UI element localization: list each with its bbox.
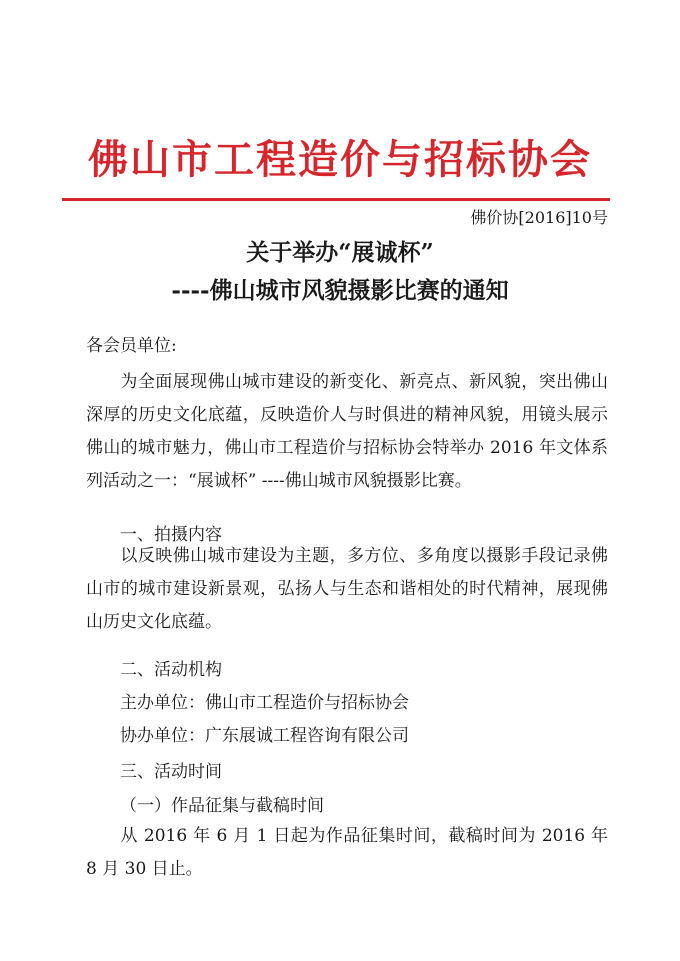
section1-text: 以反映佛山城市建设为主题，多方位、多角度以摄影手段记录佛山市的城市建设新景观，弘扬人与生态和谐相处的时代精神，展现佛山历史文化底蕴。 bbox=[86, 546, 608, 632]
section1-heading: 一、拍摄内容 bbox=[120, 525, 222, 545]
notice-title-line1: 关于举办“展诚杯” bbox=[246, 239, 434, 266]
notice-title-line2: ----佛山城市风貌摄影比赛的通知 bbox=[171, 277, 509, 304]
cohost-organization: 协办单位：广东展诚工程咨询有限公司 bbox=[120, 726, 409, 746]
document-number: 佛价协[2016]10号 bbox=[470, 208, 608, 227]
organization-title: 佛山市工程造价与招标协会 bbox=[88, 136, 592, 183]
salutation: 各会员单位: bbox=[86, 336, 177, 356]
intro-paragraph bbox=[86, 366, 608, 498]
host-organization: 主办单位：佛山市工程造价与招标协会 bbox=[120, 693, 409, 713]
section2-heading: 二、活动机构 bbox=[120, 660, 222, 680]
section3-paragraph bbox=[86, 820, 608, 886]
section3-text: 从 2016 年 6 月 1 日起为作品征集时间，截稿时间为 2016 年 8 月 30 日止。 bbox=[86, 826, 608, 879]
section3-subheading: （一）作品征集与截稿时间 bbox=[120, 796, 324, 816]
header-red-rule bbox=[62, 198, 610, 201]
section3-heading: 三、活动时间 bbox=[120, 762, 222, 782]
intro-text: 为全面展现佛山城市建设的新变化、新亮点、新风貌，突出佛山深厚的历史文化底蕴，反映造价人与时俱进的精神风貌，用镜头展示佛山的城市魅力，佛山市工程造价与招标协会特举办 2016 年文体系列活动之一：“展诚杯” ----佛山城市风貌摄影比赛。 bbox=[86, 372, 608, 491]
section1-paragraph bbox=[86, 540, 608, 639]
